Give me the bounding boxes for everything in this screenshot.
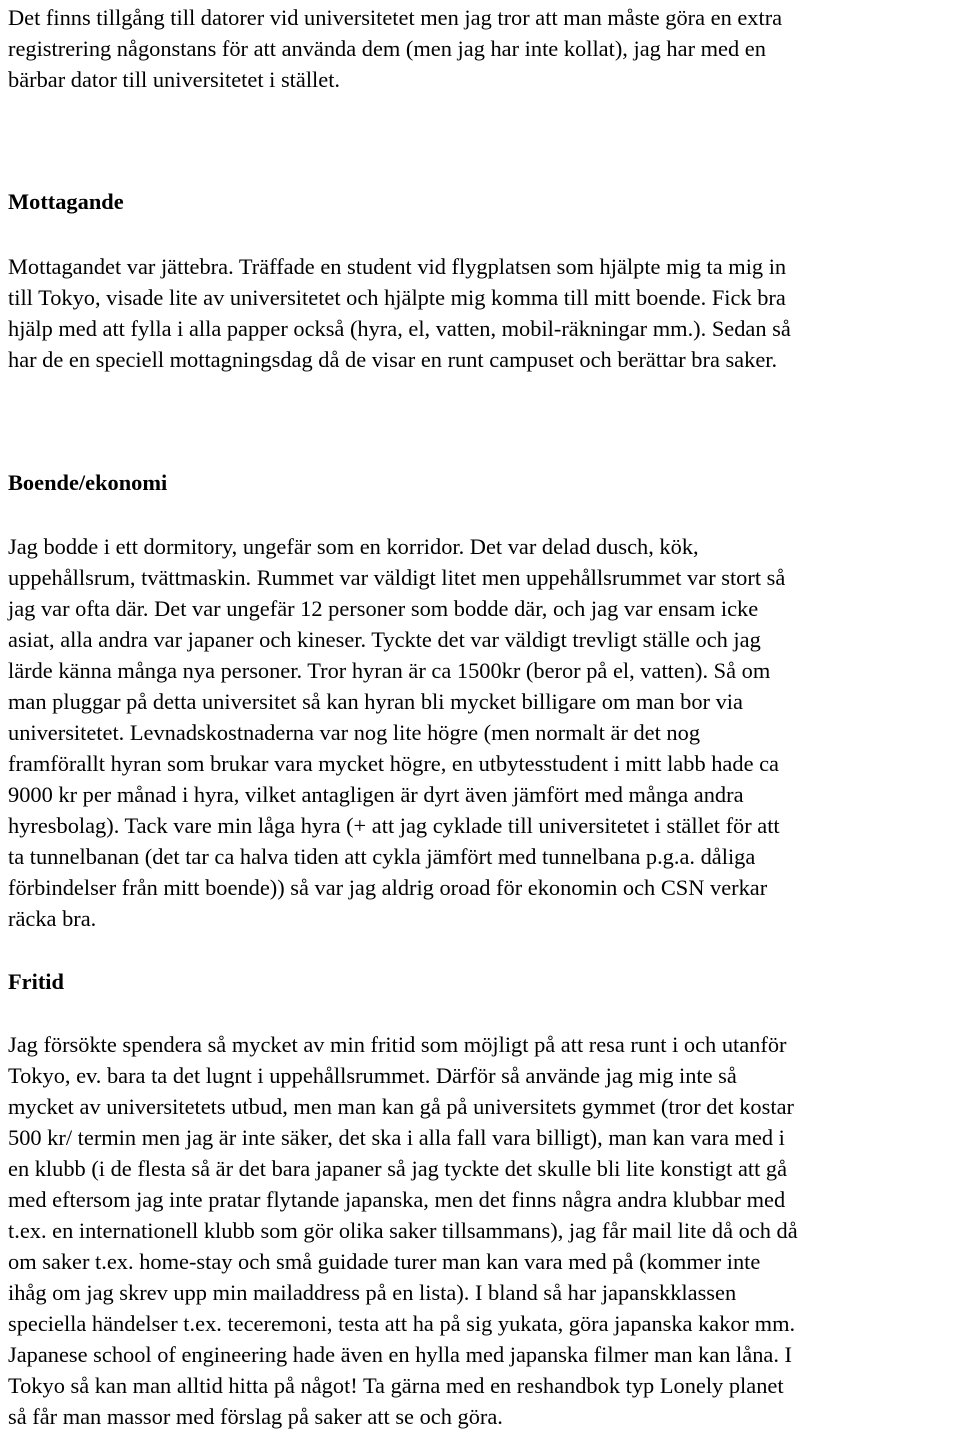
text-line: om saker t.ex. home-stay och små guidade turer man kan vara med på (kommer inte bbox=[8, 1249, 761, 1274]
section-heading-fritid: Fritid bbox=[8, 969, 64, 994]
fritid-paragraph bbox=[8, 1029, 798, 1432]
intro-paragraph bbox=[8, 2, 782, 95]
text-line: har de en speciell mottagningsdag då de visar en runt campuset och berättar bra saker. bbox=[8, 347, 778, 372]
section-heading-mottagande: Mottagande bbox=[8, 189, 124, 214]
text-line: Jag bodde i ett dormitory, ungefär som en korridor. Det var delad dusch, kök, bbox=[8, 534, 699, 559]
text-line: uppehållsrum, tvättmaskin. Rummet var väldigt litet men uppehållsrummet var stort så bbox=[8, 565, 786, 590]
text-line: 9000 kr per månad i hyra, vilket antagligen är dyrt även jämfört med många andra bbox=[8, 782, 744, 807]
text-line: räcka bra. bbox=[8, 906, 97, 931]
text-line: med eftersom jag inte pratar flytande japanska, men det finns några andra klubbar med bbox=[8, 1187, 786, 1212]
text-line: framförallt hyran som brukar vara mycket högre, en utbytesstudent i mitt labb hade ca bbox=[8, 751, 779, 776]
text-line: en klubb (i de flesta så är det bara japaner så jag tyckte det skulle bli lite konstigt att gå bbox=[8, 1156, 788, 1181]
text-line: Tokyo så kan man alltid hitta på något! Ta gärna med en reshandbok typ Lonely planet bbox=[8, 1373, 784, 1398]
boende-paragraph bbox=[8, 531, 785, 934]
text-line: hyresbolag). Tack vare min låga hyra (+ att jag cyklade till universitetet i stället för att bbox=[8, 813, 780, 838]
text-line: förbindelser från mitt boende)) så var jag aldrig oroad för ekonomin och CSN verkar bbox=[8, 875, 768, 900]
text-line: registrering någonstans för att använda dem (men jag har inte kollat), jag har med en bbox=[8, 36, 766, 61]
text-line: Tokyo, ev. bara ta det lugnt i uppehållsrummet. Därför så använde jag mig inte så bbox=[8, 1063, 737, 1088]
text-line: universitetet. Levnadskostnaderna var nog lite högre (men normalt är det nog bbox=[8, 720, 701, 745]
text-line: speciella händelser t.ex. teceremoni, testa att ha på sig yukata, göra japanska kakor mm. bbox=[8, 1311, 796, 1336]
text-line: till Tokyo, visade lite av universitetet och hjälpte mig komma till mitt boende. Fick bra bbox=[8, 285, 786, 310]
text-line: ihåg om jag skrev upp min mailaddress på en lista). I bland så har japanskklassen bbox=[8, 1280, 737, 1305]
text-line: mycket av universitetets utbud, men man kan gå på universitets gymmet (tror det kostar bbox=[8, 1094, 794, 1119]
text-line: Mottagandet var jättebra. Träffade en student vid flygplatsen som hjälpte mig ta mig in bbox=[8, 254, 787, 279]
text-line: asiat, alla andra var japaner och kineser. Tyckte det var väldigt trevligt ställe och jag bbox=[8, 627, 761, 652]
text-line: så får man massor med förslag på saker att se och göra. bbox=[8, 1404, 503, 1429]
text-line: Det finns tillgång till datorer vid universitetet men jag tror att man måste göra en extra bbox=[8, 5, 783, 30]
text-line: jag var ofta där. Det var ungefär 12 personer som bodde där, och jag var ensam icke bbox=[8, 596, 759, 621]
text-line: 500 kr/ termin men jag är inte säker, det ska i alla fall vara billigt), man kan vara med i bbox=[8, 1125, 785, 1150]
text-line: hjälp med att fylla i alla papper också (hyra, el, vatten, mobil-räkningar mm.). Sedan så bbox=[8, 316, 791, 341]
text-line: Japanese school of engineering hade även en hylla med japanska filmer man kan låna. I bbox=[8, 1342, 792, 1367]
text-line: lärde känna många nya personer. Tror hyran är ca 1500kr (beror på el, vatten). Så om bbox=[8, 658, 771, 683]
mottagande-paragraph bbox=[8, 251, 791, 375]
text-line: bärbar dator till universitetet i stället. bbox=[8, 67, 341, 92]
text-line: t.ex. en internationell klubb som gör olika saker tillsammans), jag får mail lite då och då bbox=[8, 1218, 798, 1243]
text-line: ta tunnelbanan (det tar ca halva tiden att cykla jämfört med tunnelbana p.g.a. dåliga bbox=[8, 844, 756, 869]
text-line: Jag försökte spendera så mycket av min fritid som möjligt på att resa runt i och utanför bbox=[8, 1032, 787, 1057]
text-line: man pluggar på detta universitet så kan hyran bli mycket billigare om man bor via bbox=[8, 689, 743, 714]
section-heading-boende-ekonomi: Boende/ekonomi bbox=[8, 470, 168, 495]
